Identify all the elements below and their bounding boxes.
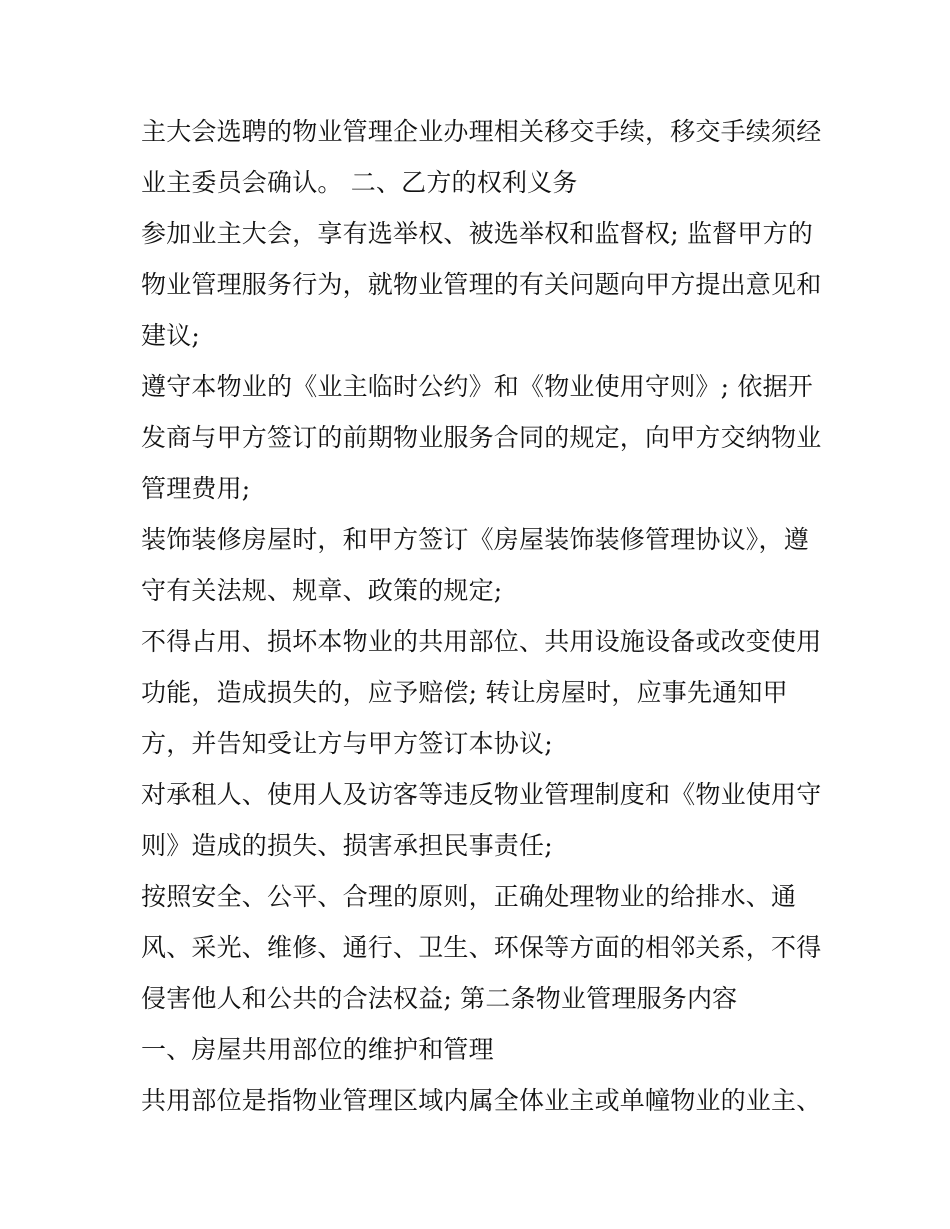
text-line: 对承租人、使用人及访客等违反物业管理制度和《物业使用守: [141, 780, 822, 809]
text-line: 发商与甲方签订的前期物业服务合同的规定，向甲方交纳物业: [141, 423, 822, 452]
text-line: 业主委员会确认。 二、乙方的权利义务: [141, 168, 578, 197]
text-line: 装饰装修房屋时，和甲方签订《房屋装饰装修管理协议》，遵: [141, 525, 809, 554]
text-line: 遵守本物业的《业主临时公约》和《物业使用守则》; 依据开: [141, 372, 813, 401]
document-body: [141, 106, 821, 1126]
text-line: 守有关法规、规章、政策的规定;: [141, 576, 503, 605]
text-line: 则》造成的损失、损害承担民事责任;: [141, 831, 553, 860]
text-line: 管理费用;: [141, 474, 251, 503]
text-line: 侵害他人和公共的合法权益; 第二条物业管理服务内容: [141, 984, 738, 1013]
text-line: 不得占用、损坏本物业的共用部位、共用设施设备或改变使用: [141, 627, 822, 656]
text-line: 按照安全、公平、合理的原则，正确处理物业的给排水、通: [141, 882, 797, 911]
text-line: 主大会选聘的物业管理企业办理相关移交手续，移交手续须经: [141, 117, 822, 146]
text-line: 共用部位是指物业管理区域内属全体业主或单幢物业的业主、: [141, 1086, 822, 1115]
text-line: 建议;: [141, 321, 201, 350]
text-line: 物业管理服务行为，就物业管理的有关问题向甲方提出意见和: [141, 270, 822, 299]
text-line: 风、采光、维修、通行、卫生、环保等方面的相邻关系，不得: [141, 933, 822, 962]
text-line: 功能，造成损失的，应予赔偿; 转让房屋时，应事先通知甲: [141, 678, 788, 707]
text-line: 方，并告知受让方与甲方签订本协议;: [141, 729, 553, 758]
text-line: 参加业主大会，享有选举权、被选举权和监督权; 监督甲方的: [141, 219, 813, 248]
section-heading: 一、房屋共用部位的维护和管理: [141, 1035, 494, 1064]
